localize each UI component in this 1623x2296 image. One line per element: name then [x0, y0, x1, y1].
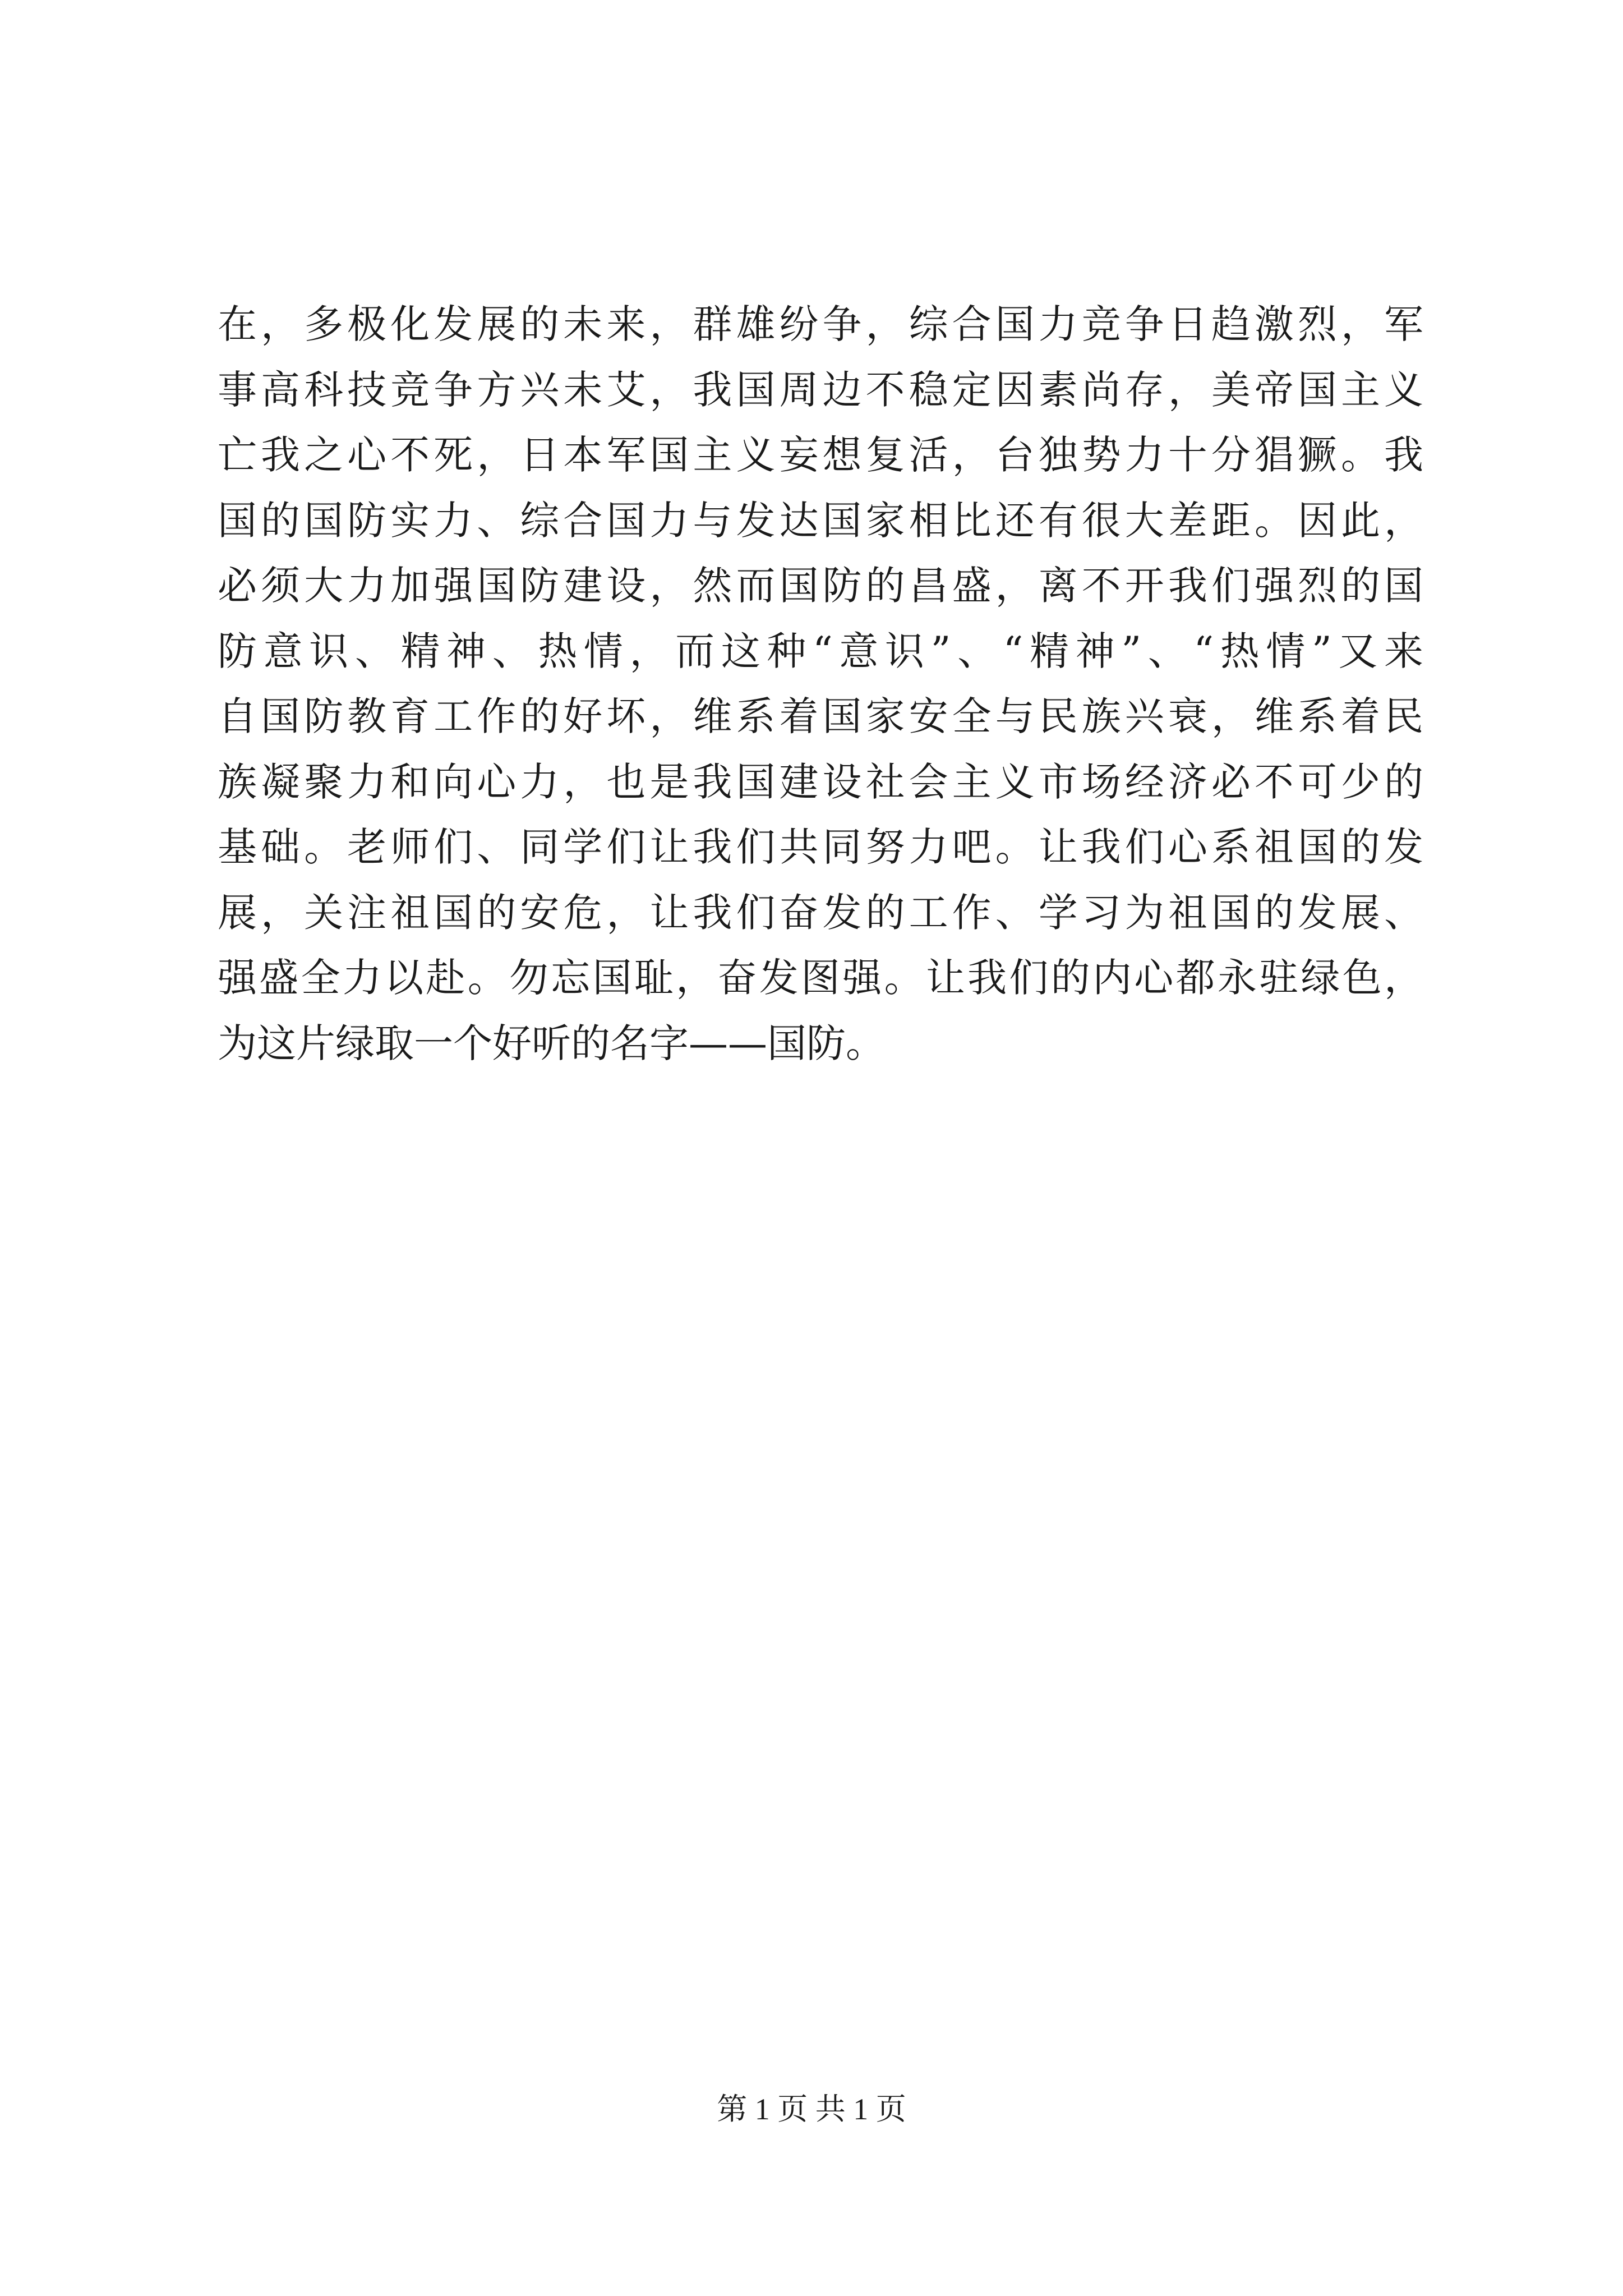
text-line: 族凝聚力和向心力，也是我国建设社会主义市场经济必不可少的: [218, 758, 1423, 805]
text-line: 基础。老师们、同学们让我们共同努力吧。让我们心系祖国的发: [218, 824, 1423, 870]
text-line: 展，关注祖国的安危，让我们奋发的工作、学习为祖国的发展、: [218, 889, 1423, 936]
text-line: 必须大力加强国防建设，然而国防的昌盛，离不开我们强烈的国: [218, 563, 1423, 609]
text-line: 事高科技竞争方兴未艾，我国周边不稳定因素尚存，美帝国主义: [218, 366, 1423, 413]
text-line: 在，多极化发展的未来，群雄纷争，综合国力竞争日趋激烈，军: [218, 301, 1423, 347]
body-paragraph: [218, 292, 1423, 1076]
text-line: 国的国防实力、综合国力与发达国家相比还有很大差距。因此，: [218, 497, 1423, 544]
text-line: 防意识、精神、热情，而这种“意识”、“精神”、“热情”又来: [218, 628, 1423, 674]
text-line: 亡我之心不死，日本军国主义妄想复活，台独势力十分猖獗。我: [218, 432, 1423, 478]
text-line: 自国防教育工作的好坏，维系着国家安全与民族兴衰，维系着民: [218, 693, 1423, 739]
page-footer: [0, 2090, 1623, 2129]
page-number-label: 第 1 页 共 1 页: [717, 2092, 906, 2126]
text-line: 强盛全力以赴。勿忘国耻，奋发图强。让我们的内心都永驻绿色，: [218, 955, 1423, 1001]
text-line: 为这片绿取一个好听的名字——国防。: [218, 1020, 885, 1066]
